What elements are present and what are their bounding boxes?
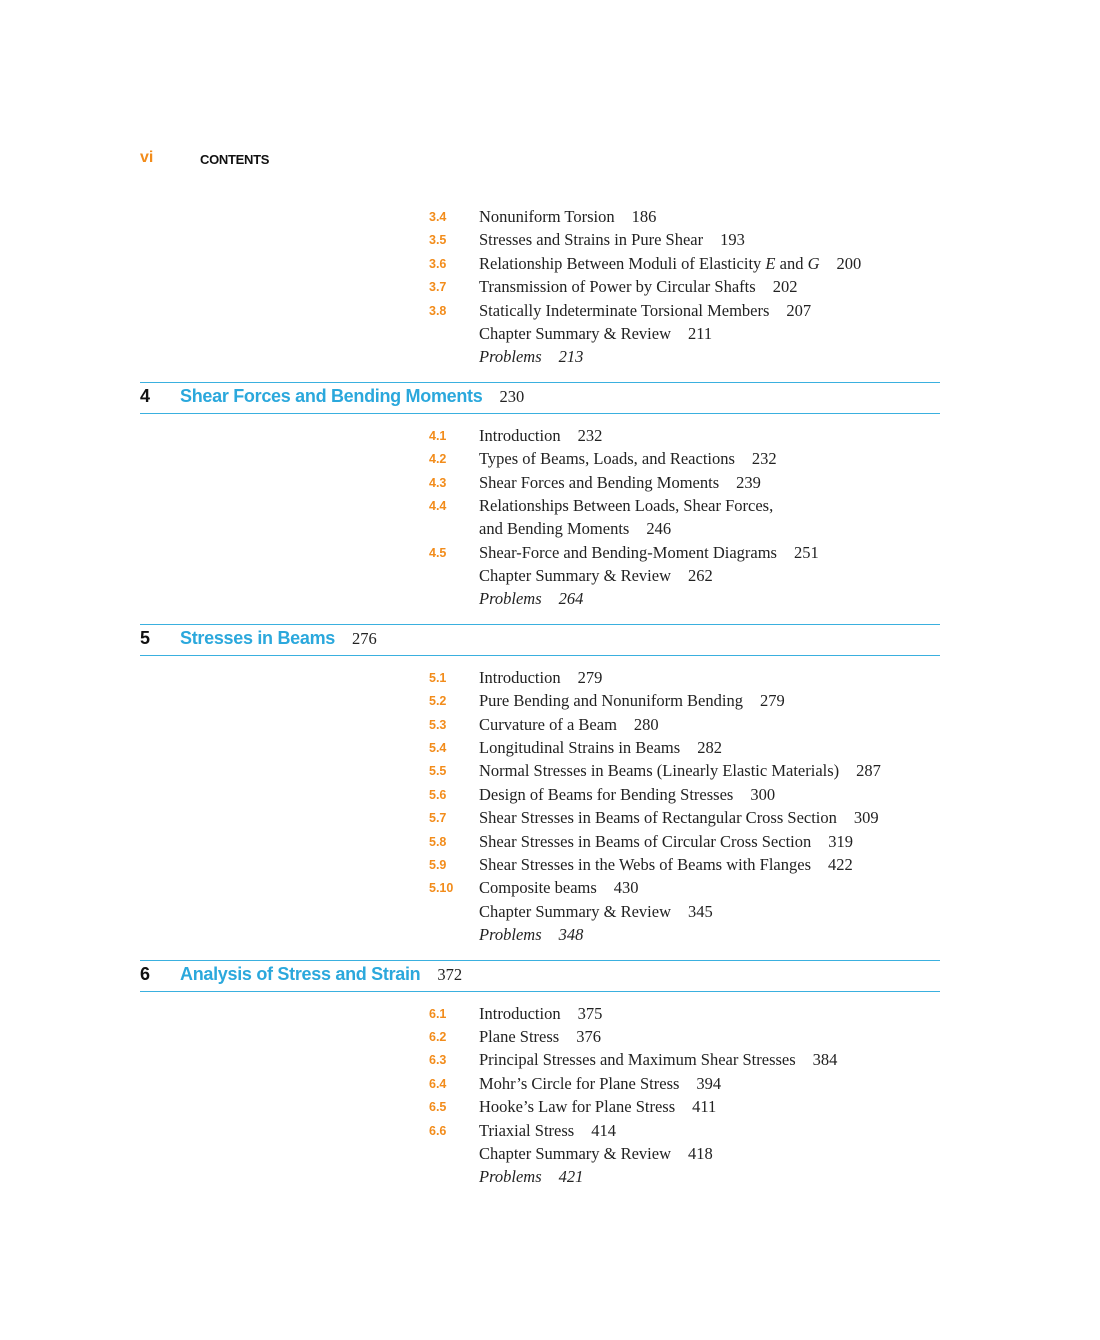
toc-entry-summary[interactable] (0, 900, 1100, 923)
page-number: 411 (692, 1097, 717, 1117)
chapter-5-entries (0, 666, 1100, 947)
section-title: Transmission of Power by Circular Shafts (479, 277, 756, 297)
chapter-page-number: 372 (437, 964, 463, 984)
page-number: 246 (646, 519, 672, 539)
chapter-number: 4 (140, 385, 151, 406)
section-title: Problems (479, 347, 542, 367)
section-title: Shear Stresses in Beams of Rectangular Cross Section (479, 808, 837, 828)
section-title-conjunction: and (775, 253, 808, 273)
symbol-e: E (765, 253, 776, 273)
toc-entry[interactable] (0, 713, 1100, 736)
page-number: 414 (591, 1120, 616, 1140)
section-title: Shear-Force and Bending-Moment Diagrams (479, 542, 777, 562)
section-title: Principal Stresses and Maximum Shear Stresses (479, 1050, 796, 1070)
section-title: Shear Stresses in the Webs of Beams with Flanges (479, 855, 811, 874)
section-number: 3.4 (429, 210, 447, 224)
section-title: Problems (479, 589, 542, 609)
toc-entry[interactable] (0, 876, 1100, 899)
section-title: Introduction (479, 1003, 561, 1023)
section-title: Pure Bending and Nonuniform Bending (479, 691, 743, 711)
chapter-heading[interactable] (140, 960, 940, 992)
chapter-heading[interactable] (140, 382, 940, 414)
toc-entry[interactable] (0, 1072, 1100, 1095)
chapter-number: 6 (140, 963, 151, 984)
page-number: 287 (856, 761, 881, 781)
section-title: Curvature of a Beam (479, 714, 617, 734)
section-title: Chapter Summary & Review (479, 566, 672, 586)
toc-entry[interactable] (0, 424, 1100, 447)
section-number: 6.4 (429, 1076, 447, 1091)
section-number: 5.4 (429, 741, 447, 756)
section-title: Introduction (479, 667, 561, 687)
section-number: 6.2 (429, 1029, 447, 1044)
section-title: Stresses and Strains in Pure Shear (479, 230, 704, 250)
section-number: 3.5 (429, 233, 447, 248)
page-number: 207 (786, 300, 812, 320)
page-number: 264 (558, 589, 584, 609)
page-number: 232 (577, 425, 603, 445)
table-of-contents (0, 205, 1100, 1189)
section-title: Normal Stresses in Beams (Linearly Elastic Materials) (479, 761, 840, 781)
section-number: 5.3 (429, 717, 447, 732)
page-number: 251 (793, 542, 819, 562)
page-number: 280 (633, 714, 659, 734)
toc-entry[interactable] (0, 447, 1100, 470)
page-number: 375 (577, 1003, 603, 1023)
toc-entry[interactable] (0, 759, 1100, 782)
chapter-title: Analysis of Stress and Strain (180, 963, 421, 984)
page-number: 376 (576, 1026, 601, 1046)
page-number: 345 (688, 901, 713, 921)
section-number: 5.7 (429, 811, 447, 826)
section-title: Shear Forces and Bending Moments (479, 472, 720, 492)
section-title: Shear Stresses in Beams of Circular Cross Section (479, 831, 812, 851)
section-number: 6.1 (429, 1006, 447, 1021)
toc-entry[interactable] (0, 853, 1100, 876)
section-number: 5.1 (429, 670, 447, 685)
section-title: Longitudinal Strains in Beams (479, 738, 681, 758)
toc-entry-problems[interactable] (0, 1165, 1100, 1188)
section-number: 4.3 (429, 475, 447, 490)
section-title: Types of Beams, Loads, and Reactions (479, 449, 735, 469)
toc-entry[interactable] (0, 299, 1100, 322)
toc-entry[interactable] (0, 666, 1100, 689)
page-number: 186 (631, 207, 657, 226)
toc-entry[interactable] (0, 783, 1100, 806)
toc-entry[interactable] (0, 471, 1100, 494)
page-number: 239 (736, 472, 761, 492)
section-number: 3.7 (429, 280, 447, 295)
section-title: Chapter Summary & Review (479, 901, 672, 921)
toc-entry[interactable] (0, 806, 1100, 829)
page-number: 309 (853, 808, 879, 828)
chapter-heading[interactable] (140, 624, 940, 656)
running-head: CONTENTS (200, 152, 270, 167)
chapter-4-entries (0, 424, 1100, 611)
toc-entry[interactable] (0, 228, 1100, 251)
section-number: 5.5 (429, 764, 447, 779)
toc-entry[interactable] (0, 830, 1100, 853)
page-number: 279 (759, 691, 785, 711)
section-title: Introduction (479, 425, 561, 445)
toc-entry[interactable] (0, 275, 1100, 298)
page-number: 384 (812, 1050, 838, 1070)
page-number: 300 (750, 784, 776, 804)
page-number: 422 (828, 855, 853, 874)
section-title: Composite beams (479, 878, 597, 898)
section-title: Chapter Summary & Review (479, 1143, 672, 1163)
section-number: 4.4 (429, 498, 447, 513)
page-number: 394 (696, 1073, 722, 1093)
chapter-3-continued-entries (0, 205, 1100, 369)
section-title: Hooke’s Law for Plane Stress (479, 1097, 676, 1117)
section-title-continued: and Bending Moments (479, 519, 630, 539)
page-folio: vi (140, 149, 154, 166)
toc-entry[interactable] (0, 1048, 1100, 1071)
section-title: Plane Stress (479, 1026, 560, 1046)
toc-entry[interactable] (0, 1002, 1100, 1025)
section-title: Chapter Summary & Review (479, 323, 672, 343)
chapter-page-number: 230 (499, 386, 525, 406)
toc-entry-problems[interactable] (0, 923, 1100, 946)
section-number: 4.5 (429, 545, 447, 560)
toc-entry-problems[interactable] (0, 587, 1100, 610)
chapter-6-entries (0, 1002, 1100, 1189)
section-title: Design of Beams for Bending Stresses (479, 784, 734, 804)
toc-entry[interactable] (0, 736, 1100, 759)
page-number: 213 (558, 347, 584, 367)
section-title: Statically Indeterminate Torsional Members (479, 300, 770, 320)
page-number: 418 (688, 1143, 713, 1163)
toc-entry[interactable] (0, 689, 1100, 712)
section-number: 5.9 (429, 858, 447, 872)
section-number: 4.1 (429, 428, 447, 443)
page-number: 421 (558, 1167, 584, 1187)
page-number: 211 (688, 323, 713, 343)
section-title: Relationship Between Moduli of Elasticity (479, 253, 766, 273)
toc-entry[interactable] (0, 252, 1100, 275)
toc-entry[interactable] (0, 494, 1100, 541)
section-title: Triaxial Stress (479, 1120, 575, 1140)
page-number: 202 (772, 277, 798, 297)
section-number: 5.10 (429, 881, 454, 896)
section-number: 5.6 (429, 787, 447, 802)
toc-entry-summary[interactable] (0, 564, 1100, 587)
section-title: Problems (479, 925, 542, 945)
toc-entry[interactable] (0, 1095, 1100, 1118)
page-number: 262 (688, 566, 713, 586)
chapter-number: 5 (140, 627, 151, 648)
chapter-page-number: 276 (352, 628, 377, 648)
toc-entry[interactable] (0, 1119, 1100, 1142)
page-number: 348 (558, 925, 584, 945)
page-number: 430 (613, 878, 639, 898)
toc-entry-problems[interactable] (0, 345, 1100, 368)
section-title: Nonuniform Torsion (479, 207, 615, 226)
toc-entry[interactable] (0, 1025, 1100, 1048)
section-number: 5.2 (429, 694, 447, 709)
section-number: 3.6 (429, 256, 447, 271)
section-number: 4.2 (429, 452, 447, 467)
symbol-g: G (807, 253, 820, 273)
section-title: Relationships Between Loads, Shear Forces, (479, 495, 774, 515)
toc-entry[interactable] (0, 205, 1100, 228)
section-title: Mohr’s Circle for Plane Stress (479, 1073, 680, 1093)
toc-entry-summary[interactable] (0, 322, 1100, 345)
page-number: 232 (751, 449, 777, 469)
section-number: 5.8 (429, 834, 447, 849)
section-number: 6.6 (429, 1123, 447, 1138)
page-number: 319 (828, 831, 853, 851)
section-number: 3.8 (429, 303, 447, 318)
section-title: Problems (479, 1167, 542, 1187)
chapter-title: Stresses in Beams (180, 627, 335, 648)
chapter-title: Shear Forces and Bending Moments (180, 385, 483, 406)
toc-entry[interactable] (0, 541, 1100, 564)
section-number: 6.5 (429, 1100, 447, 1115)
page-number: 200 (836, 253, 862, 273)
page-number: 279 (577, 667, 603, 687)
page-number: 282 (697, 738, 722, 758)
section-number: 6.3 (429, 1053, 447, 1068)
toc-entry-summary[interactable] (0, 1142, 1100, 1165)
page-number: 193 (720, 230, 745, 250)
